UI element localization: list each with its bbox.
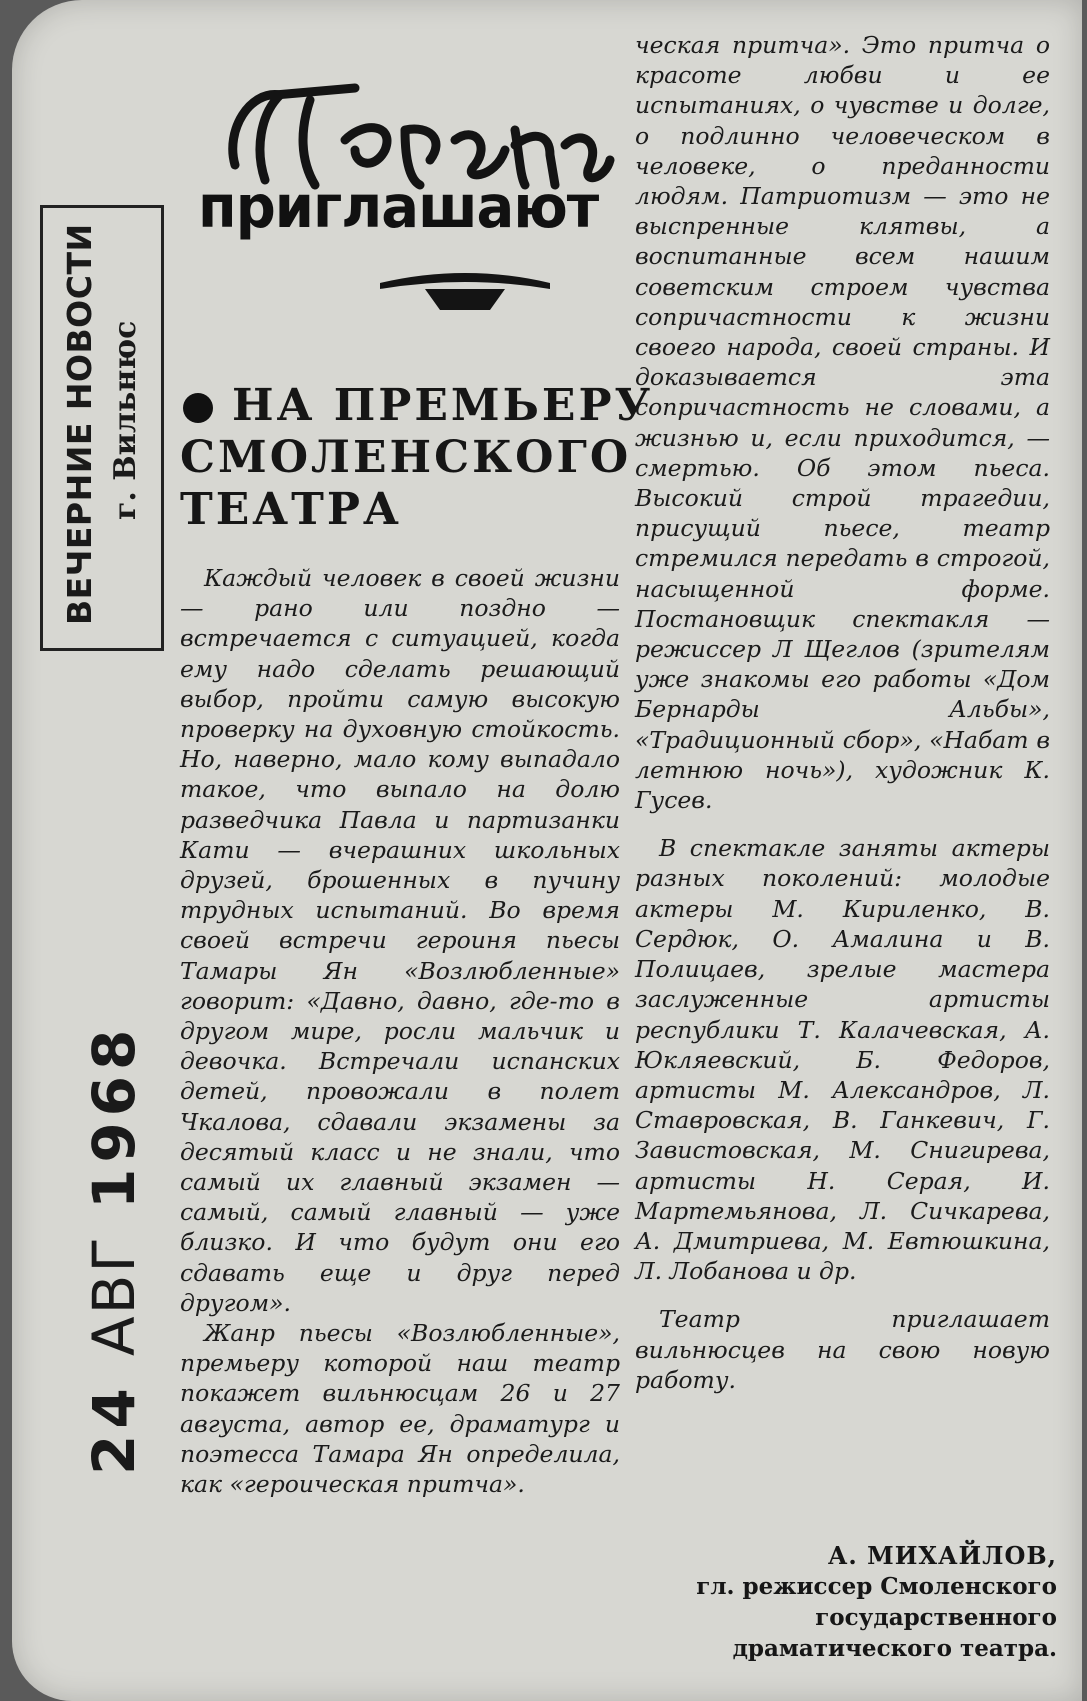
stamp-city: г. Вильнюс [108,320,143,520]
author-title-line-1: гл. режиссер Смоленского [696,1573,1057,1600]
paragraph-4: Театр приглашает вильнюсцев на свою новую работу. [635,1305,1050,1394]
author-signature [696,1540,1057,1664]
date-stamp [80,1024,148,1475]
paragraph-2: Жанр пьесы «Возлюбленные», премьеру которой наш театр покажет вильнюсцам 26 и 27 августа, автор ее, драматург и поэтесса Тамара Ян определила, как «героическая притча». [180,1319,620,1499]
headline-line-2: СМОЛЕНСКОГО [180,432,632,483]
headline-line-1: НА ПРЕМЬЕРУ [232,380,654,431]
date-year: 1968 [80,1023,148,1210]
theatre-hat-icon [370,255,560,315]
article-headline [180,380,653,536]
date-month: АВГ [80,1235,148,1357]
masthead-word: приглашают [198,173,599,242]
paragraph-2-continued: ческая притча». Это притча о красоте любви и ее испытаниях, о чувстве и долге, о подлинно человеческом в человеке, о преданности людям. Патриотизм — это не выспренные клятвы, а воспитанные всем нашим советским строем чувства сопричастности к жизни своего народа, своей страны. И доказывается эта сопричастность не словами, а жизнью и, если приходится, — смертью. Об этом пьеса. Высокий строй трагедии, присущий пьесе, театр стремился передать в строгой, насыщенной форме. Постановщик спектакля — режиссер Л Щеглов (зрителям уже знакомы его работы «Дом Бернарды Альбы», «Традиционный сбор», «Набат в летнюю ночь»), художник К. Гусев. [635,31,1050,815]
stamp-newspaper-title: ВЕЧЕРНИЕ НОВОСТИ [60,223,99,625]
paragraph-3: В спектакле заняты актеры разных поколений: молодые актеры М. Кириленко, В. Сердюк, О. Амалина и В. Полицаев, зрелые мастера заслуженные артисты республики Т. Калачевская, А. Юкляевский, Б. Федоров, артисты М. Александров, Л. Ставровская, В. Ганкевич, Г. Завистовская, М. Снигирева, артисты Н. Серая, И. Мартемьянова, Л. Сичкарева, А. Дмитриева, М. Евтюшкина, Л. Лобанова и др. [635,834,1050,1286]
author-title-line-2: государственного [815,1604,1057,1631]
article-column-2 [635,30,1050,1395]
article-column-1 [180,563,620,1499]
date-day: 24 [80,1382,148,1475]
newspaper-stamp-box [40,205,164,651]
headline-line-3: ТЕАТРА [180,484,402,535]
paragraph-1: Каждый человек в своей жизни — рано или поздно — встречается с ситуацией, когда ему надо сделать решающий выбор, пройти самую высокую проверку на духовную стойкость. Но, наверно, мало кому выпадало такое, что выпало на долю разведчика Павла и партизанки Кати — вчерашних школьных друзей, брошенных в пучину трудных испытаний. Во время своей встречи героиня пьесы Тамары Ян «Возлюбленные» говорит: «Давно, давно, где-то в другом мире, росли мальчик и девочка. Встречали испанских детей, провожали в полет Чкалова, сдавали экзамены за десятый класс и не знали, что самый их главный экзамен — самый, самый главный — уже близко. И что будут они его сдавать еще и друг перед другом». [180,564,620,1317]
author-name: А. МИХАЙЛОВ, [827,1541,1057,1570]
author-title-line-3: драматического театра. [732,1635,1057,1662]
